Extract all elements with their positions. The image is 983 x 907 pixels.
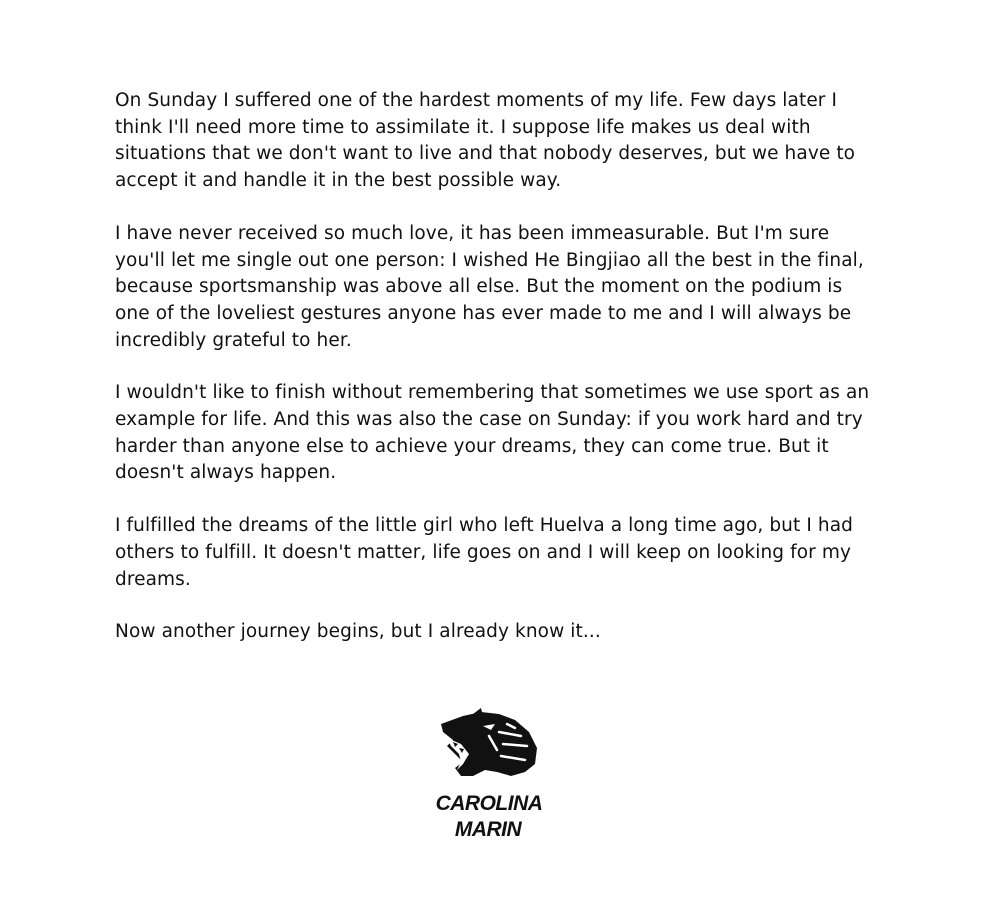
paragraph-3: I wouldn't like to finish without remembering that sometimes we use sport as an example for life. And this was also the case on Sunday: if you work hard and try harder than anyone else to achieve your dreams, they can come true. But it doesn't always happen. — [115, 382, 870, 484]
paragraph-4: I fulfilled the dreams of the little girl who left Huelva a long time ago, but I had others to fulfill. It doesn't matter, life goes on and I will keep on looking for my dreams. — [115, 515, 853, 590]
logo-line-2: MARIN — [454, 818, 522, 841]
paragraph-1: On Sunday I suffered one of the hardest moments of my life. Few days later I think I'll need more time to assimilate it. I suppose life makes us deal with situations that we don't want to live and that nobody deserves, but we have to accept it and handle it in the best possible way. — [115, 90, 856, 192]
carolina-marin-logo — [433, 706, 545, 846]
wolf-head-icon — [433, 706, 545, 846]
paragraph-2: I have never received so much love, it has been immeasurable. But I'm sure you'll let me single out one person: I wished He Bingjiao all the best in the final, because sportsmanship was above all else. But the moment on the podium is one of the loveliest gestures anyone has ever made to me and I will always be incredibly grateful to her. — [115, 222, 864, 351]
logo-line-1: CAROLINA — [435, 792, 543, 815]
paragraph-5: Now another journey begins, but I already know it... — [115, 621, 601, 643]
letter-body — [115, 88, 875, 672]
